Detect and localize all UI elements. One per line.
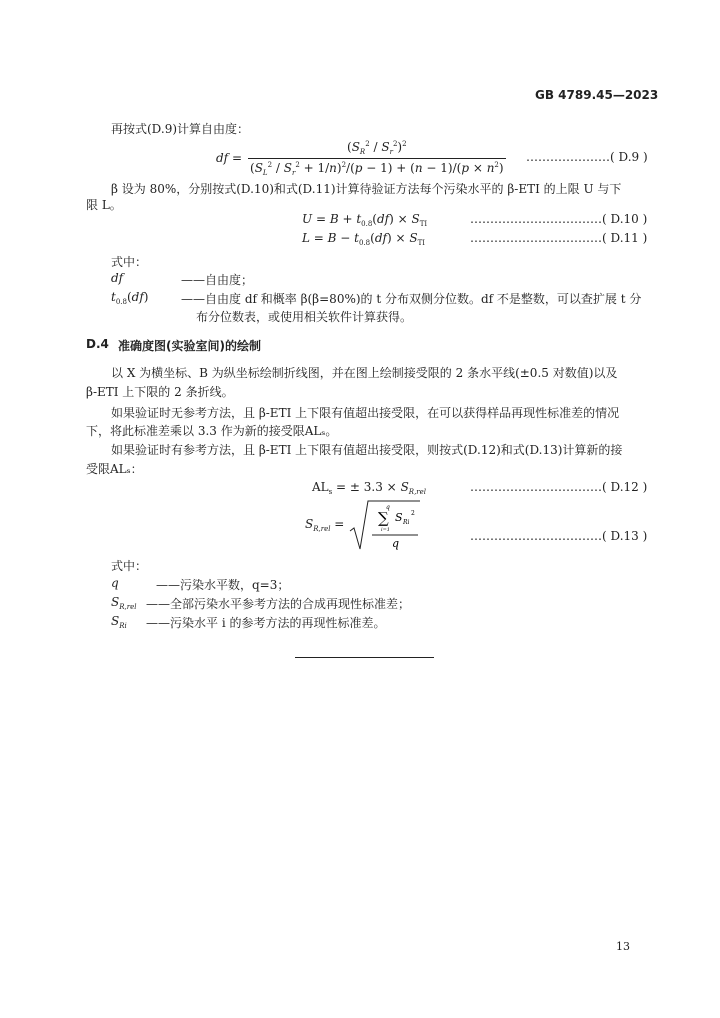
equation-d10: $U = B + t_{0.8}(df) \times S_{TI}$: [302, 212, 428, 228]
def-t-desc-line2: 布分位数表，或使用相关软件计算获得。: [196, 310, 413, 324]
paragraph-noref-line2: 下，将此标准差乘以 3.3 作为新的接受限ALₛ。: [86, 424, 338, 438]
def-srel-desc: ——全部污染水平参考方法的合成再现性标准差；: [146, 597, 411, 611]
where-label-2: 式中：: [111, 559, 148, 573]
equation-d11-tag: ……………………………( D.11 ): [470, 231, 648, 245]
svg-text:2: 2: [411, 510, 416, 517]
svg-text:q: q: [386, 504, 391, 511]
equation-d10-tag: ……………………………( D.10 ): [470, 212, 648, 226]
svg-text:Ri: Ri: [403, 519, 410, 526]
end-rule: [295, 657, 434, 658]
svg-text:i=1: i=1: [381, 527, 391, 533]
equation-d12: $AL_s$ = ± $3.3 \times S_{R,rel}$: [312, 480, 427, 496]
equation-d9: df = $\frac{(S_R^2 / S_r^2)^2}{(S_L^2 / S_r^2 + 1/n)^2/(p - 1) + (n - 1)/(p \times n^2)}$: [216, 139, 504, 177]
def-srel-symbol: $S_{R,rel}$: [111, 595, 137, 611]
equation-d11: $L = B - t_{0.8}(df) \times S_{TI}$: [302, 231, 425, 247]
equation-d13-tag: ……………………………( D.13 ): [470, 529, 648, 543]
def-q-symbol: q: [111, 576, 119, 590]
section-number: D.4: [86, 337, 109, 351]
paragraph-ref-line1: 如果验证时有参考方法，且 β-ETI 上下限有值超出接受限，则按式(D.12)和式(D.13)计算新的接: [111, 443, 623, 457]
def-t-desc-line1: ——自由度 df 和概率 β(β=80%)的 t 分布双侧分位数。df 不是整数，可以查扩展 t 分: [181, 292, 642, 306]
paragraph-plot-line2: β-ETI 上下限的 2 条折线。: [86, 385, 234, 399]
paragraph-ref-line2: 受限ALₛ：: [86, 462, 143, 476]
def-t-symbol: $t_{0.8}(df)$: [111, 290, 149, 306]
page-number: 13: [616, 940, 630, 953]
svg-text:S: S: [395, 511, 403, 524]
def-df-desc: ——自由度；: [181, 273, 254, 287]
equation-d13: $S_{R,rel}$ = q ∑ i=1 S Ri 2 q: [305, 497, 420, 553]
svg-text:q: q: [392, 537, 400, 550]
standard-number: GB 4789.45—2023: [535, 88, 659, 102]
equation-d12-tag: ……………………………( D.12 ): [470, 480, 648, 494]
equation-d9-tag: …………………( D.9 ): [526, 150, 648, 164]
paragraph-beta-line2: 限 L。: [86, 198, 122, 212]
where-label-1: 式中：: [111, 255, 148, 269]
paragraph-noref-line1: 如果验证时无参考方法，且 β-ETI 上下限有值超出接受限，在可以获得样品再现性标准差的情况: [111, 406, 620, 420]
section-title: 准确度图(实验室间)的绘制: [118, 339, 261, 353]
def-q-desc: ——污染水平数，q=3；: [156, 578, 290, 592]
paragraph-d9-intro: 再按式(D.9)计算自由度：: [111, 122, 250, 136]
def-df-symbol: df: [111, 271, 124, 285]
paragraph-beta-line1: β 设为 80%，分别按式(D.10)和式(D.11)计算待验证方法每个污染水平的 β-ETI 的上限 U 与下: [111, 182, 622, 196]
svg-text:∑: ∑: [378, 509, 390, 527]
paragraph-plot-line1: 以 X 为横坐标、B 为纵坐标绘制折线图，并在图上绘制接受限的 2 条水平线(±0.5 对数值)以及: [111, 366, 618, 380]
def-sri-desc: ——污染水平 i 的参考方法的再现性标准差。: [146, 616, 386, 630]
def-sri-symbol: $S_{Ri}$: [111, 614, 127, 630]
sqrt-fraction: [348, 497, 420, 553]
